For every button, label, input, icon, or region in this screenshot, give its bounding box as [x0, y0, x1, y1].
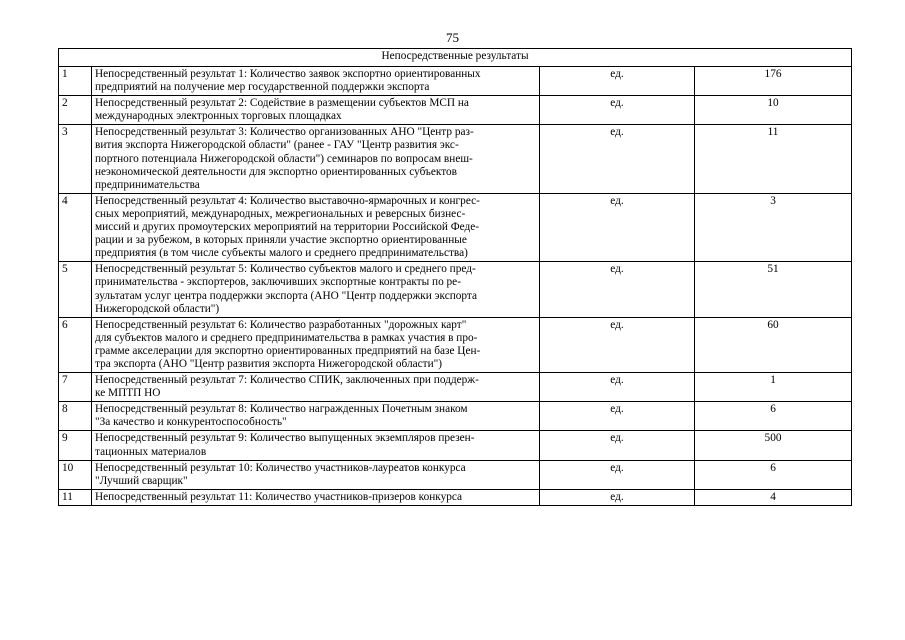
unit-cell: ед.: [540, 373, 695, 402]
description-line: Непосредственный результат 8: Количество награжденных Почетным знаком: [95, 403, 468, 416]
unit-cell: ед.: [540, 96, 695, 125]
description-line: предприятий на получение мер государственной поддержки экспорта: [95, 81, 430, 94]
value-cell: 3: [695, 193, 852, 261]
description-line: портного потенциала Нижегородской области") семинаров по вопросам внеш-: [95, 152, 473, 165]
result-description: [92, 125, 540, 193]
unit-cell: ед.: [540, 67, 695, 96]
description-line: Непосредственный результат 1: Количество заявок экспортно ориентированных: [95, 68, 481, 80]
row-number: 9: [59, 431, 92, 460]
result-description: [92, 373, 540, 402]
value-cell: 4: [695, 489, 852, 505]
row-number: 3: [59, 125, 92, 193]
unit-cell: ед.: [540, 262, 695, 317]
description-line: неэкономической деятельности для экспортно ориентированных субъектов: [95, 165, 458, 178]
result-description: [92, 489, 540, 505]
row-number: 6: [59, 317, 92, 372]
description-line: Непосредственный результат 2: Содействие в размещении субъектов МСП на: [95, 97, 469, 110]
table-row: [59, 431, 852, 460]
description-line: сных мероприятий, международных, межрегиональных и реверсных бизнес-: [95, 207, 466, 220]
value-cell: 176: [695, 67, 852, 96]
value-cell: 60: [695, 317, 852, 372]
description-line: Непосредственный результат 3: Количество организованных АНО "Центр раз-: [95, 126, 474, 139]
table-row: [59, 262, 852, 317]
value-cell: 10: [695, 96, 852, 125]
unit-cell: ед.: [540, 193, 695, 261]
table-row: [59, 193, 852, 261]
table-row: [59, 489, 852, 505]
description-line: Непосредственный результат 11: Количество участников-призеров конкурса: [95, 490, 463, 503]
table-row: [59, 402, 852, 431]
description-line: вития экспорта Нижегородской области" (ранее - ГАУ "Центр развития экс-: [95, 139, 459, 152]
result-description: [92, 67, 540, 96]
unit-cell: ед.: [540, 125, 695, 193]
description-line: предпринимательства: [95, 178, 200, 191]
value-cell: 6: [695, 460, 852, 489]
result-description: [92, 262, 540, 317]
description-line: Нижегородской области"): [95, 302, 220, 315]
table-row: [59, 317, 852, 372]
description-line: ке МПТП НО: [95, 387, 161, 400]
table-header-row: [59, 49, 852, 67]
description-line: "Лучший сварщик": [95, 474, 188, 487]
unit-cell: ед.: [540, 460, 695, 489]
result-description: [92, 96, 540, 125]
row-number: 7: [59, 373, 92, 402]
value-cell: 11: [695, 125, 852, 193]
unit-cell: ед.: [540, 431, 695, 460]
description-line: предприятия (в том числе субъекты малого и среднего предпринимательства): [95, 247, 468, 260]
unit-cell: ед.: [540, 402, 695, 431]
table-row: [59, 96, 852, 125]
result-description: [92, 402, 540, 431]
value-cell: 6: [695, 402, 852, 431]
row-number: 8: [59, 402, 92, 431]
table-body: [59, 67, 852, 506]
row-number: 5: [59, 262, 92, 317]
row-number: 4: [59, 193, 92, 261]
description-line: принимательства - экспортеров, заключивших экспортные контракты по ре-: [95, 276, 461, 289]
unit-cell: ед.: [540, 489, 695, 505]
results-table: [58, 48, 852, 506]
description-line: международных электронных торговых площадках: [95, 110, 342, 123]
table-row: [59, 125, 852, 193]
description-line: зультатам услуг центра поддержки экспорта (АНО "Центр поддержки экспорта: [95, 289, 478, 302]
description-line: Непосредственный результат 10: Количество участников-лауреатов конкурса: [95, 461, 466, 474]
table-row: [59, 67, 852, 96]
row-number: 10: [59, 460, 92, 489]
table-header: Непосредственные результаты: [59, 49, 852, 67]
result-description: [92, 460, 540, 489]
description-line: Непосредственный результат 6: Количество разработанных "дорожных карт": [95, 318, 467, 331]
table-row: [59, 373, 852, 402]
row-number: 2: [59, 96, 92, 125]
value-cell: 1: [695, 373, 852, 402]
result-description: [92, 317, 540, 372]
description-line: Непосредственный результат 7: Количество СПИК, заключенных при поддерж-: [95, 374, 479, 387]
result-description: [92, 431, 540, 460]
value-cell: 500: [695, 431, 852, 460]
row-number: 11: [59, 489, 92, 505]
result-description: [92, 193, 540, 261]
row-number: 1: [59, 67, 92, 96]
description-line: Непосредственный результат 9: Количество выпущенных экземпляров презен-: [95, 432, 475, 445]
description-line: "За качество и конкурентоспособность": [95, 416, 287, 429]
description-line: миссий и других промоутерских мероприятий на территории Российской Феде-: [95, 221, 480, 234]
description-line: для субъектов малого и среднего предпринимательства в рамках участия в про-: [95, 331, 478, 344]
description-line: грамме акселерации для экспортно ориентированных предприятий на базе Цен-: [95, 344, 481, 357]
description-line: тра экспорта (АНО "Центр развития экспорта Нижегородской области"): [95, 357, 443, 370]
table-row: [59, 460, 852, 489]
value-cell: 51: [695, 262, 852, 317]
page-number: 75: [446, 30, 459, 45]
description-line: Непосредственный результат 4: Количество выставочно-ярмарочных и конгрес-: [95, 194, 480, 207]
description-line: Непосредственный результат 5: Количество субъектов малого и среднего пред-: [95, 263, 476, 276]
unit-cell: ед.: [540, 317, 695, 372]
description-line: рации и за рубежом, в которых приняли участие экспортно ориентированные: [95, 234, 467, 247]
description-line: тационных материалов: [95, 445, 207, 458]
